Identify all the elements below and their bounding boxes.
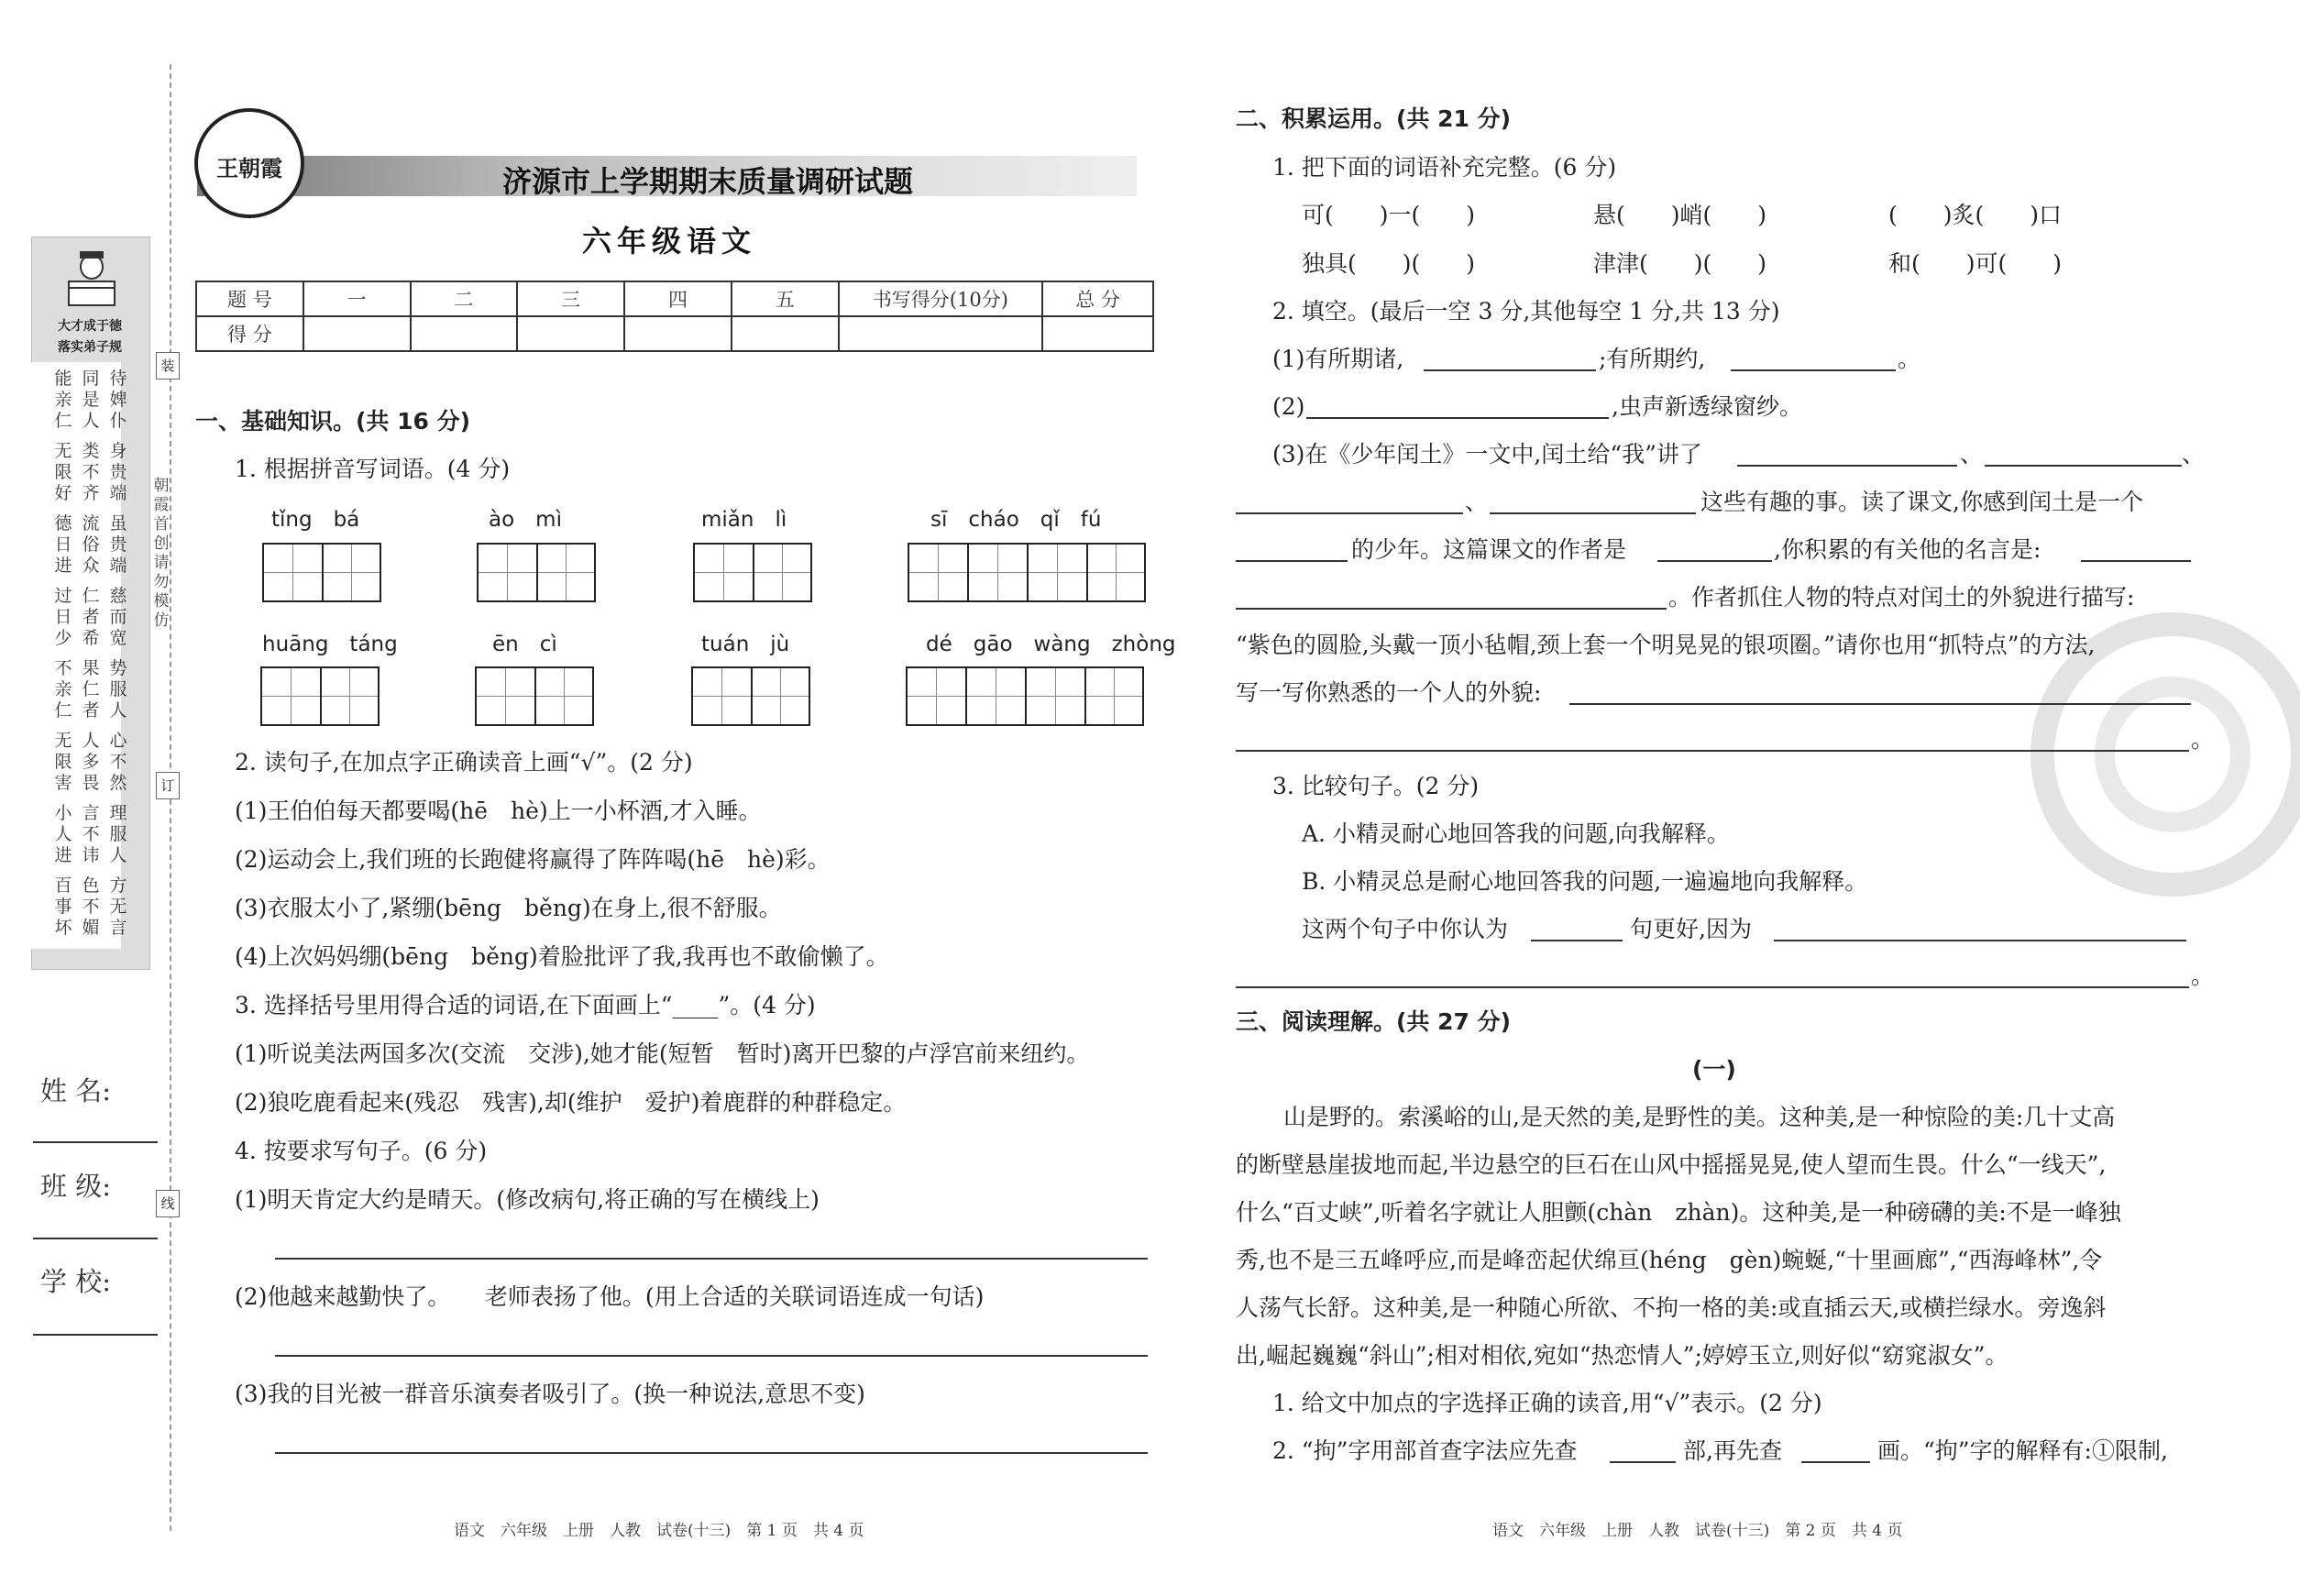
fill-blank[interactable] — [1985, 465, 2182, 467]
writing-grid[interactable] — [908, 543, 1146, 602]
s2-q2-text: ,你积累的有关他的名言是: — [1774, 536, 2041, 563]
s2-q2-text: 这些有趣的事。读了课文,你感到闰土是一个 — [1700, 489, 2143, 515]
pinyin-label: sī cháo qǐ fú — [930, 508, 1102, 532]
score-cell: 题 号 — [196, 281, 303, 316]
writing-grid[interactable] — [475, 666, 594, 726]
answer-line[interactable] — [275, 1258, 1148, 1260]
motto-column: 类不齐 — [82, 441, 100, 503]
s2-q2-text: 、 — [1465, 489, 1489, 515]
motto-column: 果仁者 — [82, 658, 100, 721]
idiom-blank[interactable]: 津津( )( ) — [1593, 250, 1767, 277]
fill-blank[interactable] — [1424, 369, 1596, 371]
pinyin-label: tuán jù — [701, 633, 790, 656]
fill-blank[interactable] — [1306, 417, 1609, 419]
s1-q1: 1. 根据拼音写词语。(4 分) — [235, 456, 511, 482]
score-header-row — [196, 281, 1153, 316]
score-value-row — [196, 316, 1153, 351]
fill-blank[interactable] — [1236, 608, 1667, 610]
motto-column: 理服人 — [109, 803, 127, 865]
reading-part-label: (一) — [1692, 1056, 1736, 1083]
idiom-blank[interactable]: ( )炙( )口 — [1888, 202, 2063, 228]
score-blank[interactable] — [624, 316, 732, 351]
passage-line: 什么“百丈峡”,听着名字就让人胆颤(chàn zhàn)。这种美,是一种磅礴的美:不是一峰独 — [1236, 1199, 2121, 1226]
motto-column: 不亲仁 — [54, 658, 72, 721]
motto-column: 慈而宽 — [109, 586, 127, 648]
s2-q3-text: 这两个句子中你认为 — [1302, 916, 1509, 942]
writing-grid[interactable] — [691, 666, 810, 726]
motto-caption-1: 大才成于徳 — [58, 319, 122, 334]
s1-q4-item: (2)他越来越勤快了。 老师表扬了他。(用上合适的关联词语连成一句话) — [235, 1283, 985, 1310]
binding-mark-zhuang: 装 — [156, 352, 180, 380]
page-footer-right: 语文 六年级 上册 人教 试卷(十三) 第 2 页 共 4 页 — [1492, 1522, 1903, 1540]
score-cell: 四 — [624, 281, 732, 316]
fill-blank[interactable] — [1801, 1461, 1870, 1463]
s2-q2-text: 、 — [1960, 441, 1984, 468]
passage-line: 出,崛起巍巍“斜山”;相对相依,宛如“热恋情人”;婷婷玉立,则好似“窈窕淑女”。 — [1236, 1342, 2008, 1369]
s2-q2-text: (1)有所期诸, — [1272, 346, 1404, 372]
motto-caption-2: 落实弟子规 — [58, 340, 122, 355]
s1-q2-item: (3)衣服太小了,紧绷(bēng běng)在身上,很不舒服。 — [235, 895, 782, 921]
s2-q2-text: “紫色的圆脸,头戴一顶小毡帽,颈上套一个明晃晃的银项圈。”请你也用“抓特点”的方法, — [1236, 632, 2096, 658]
score-cell: 二 — [411, 281, 518, 316]
copyright-note: 朝霞首创请勿模仿 — [153, 477, 170, 630]
s1-q2-item: (4)上次妈妈绷(bēng běng)着脸批评了我,我再也不敢偷懒了。 — [235, 943, 889, 970]
writing-grid[interactable] — [906, 666, 1144, 726]
s2-q1: 1. 把下面的词语补充完整。(6 分) — [1272, 154, 1617, 181]
motto-column: 待婢仆 — [109, 369, 127, 431]
score-blank[interactable] — [839, 316, 1043, 351]
fill-blank[interactable] — [1236, 560, 1348, 562]
s3-q2: 画。“拘”字的解释有:①限制, — [1877, 1437, 2168, 1464]
section2-title: 二、积累运用。(共 21 分) — [1236, 105, 1512, 132]
motto-column: 能亲仁 — [54, 369, 72, 431]
answer-line[interactable] — [275, 1452, 1148, 1454]
pinyin-label: dé gāo wàng zhòng — [926, 633, 1176, 656]
name-input-line[interactable] — [33, 1141, 158, 1143]
s2-q3: 3. 比较句子。(2 分) — [1272, 773, 1480, 799]
fill-blank[interactable] — [1236, 750, 2189, 752]
school-label: 学 校: — [40, 1266, 111, 1297]
s1-q2-item: (2)运动会上,我们班的长跑健将赢得了阵阵喝(hē hè)彩。 — [235, 846, 831, 873]
motto-column: 百事坏 — [54, 875, 72, 938]
writing-grid[interactable] — [260, 666, 380, 726]
fill-blank[interactable] — [1774, 940, 2186, 941]
fill-blank[interactable] — [1236, 512, 1463, 514]
s1-q4-item: (3)我的目光被一群音乐演奏者吸引了。(换一种说法,意思不变) — [235, 1381, 865, 1407]
score-blank[interactable] — [303, 316, 411, 351]
score-table — [195, 281, 1154, 352]
s2-q3-text: 。 — [2191, 963, 2215, 989]
motto-column: 人多畏 — [82, 731, 100, 793]
score-cell: 五 — [732, 281, 839, 316]
score-blank[interactable] — [411, 316, 518, 351]
fill-blank[interactable] — [1569, 703, 2191, 705]
motto-column: 无限害 — [54, 731, 72, 793]
motto-column: 心不然 — [109, 731, 127, 793]
s2-q2-text: (2) — [1272, 393, 1305, 420]
s1-q2: 2. 读句子,在加点字正确读音上画“√”。(2 分) — [235, 749, 693, 776]
score-blank[interactable] — [732, 316, 839, 351]
binding-mark-ding: 订 — [156, 772, 180, 799]
s3-q1: 1. 给文中加点的字选择正确的读音,用“√”表示。(2 分) — [1272, 1390, 1822, 1416]
pinyin-label: huāng táng — [262, 633, 398, 656]
logo-text: 王朝霞 — [216, 155, 282, 182]
s3-q2: 部,再先查 — [1683, 1437, 1782, 1464]
idiom-blank[interactable]: 和( )可( ) — [1888, 250, 2063, 277]
fill-blank[interactable] — [1236, 986, 2189, 988]
fill-blank[interactable] — [1531, 940, 1623, 941]
pinyin-label: miǎn lì — [701, 508, 787, 532]
s2-q2-text: 写一写你熟悉的一个人的外貌: — [1236, 679, 1542, 706]
score-cell: 三 — [517, 281, 624, 316]
school-input-line[interactable] — [33, 1334, 158, 1336]
score-cell: 总 分 — [1042, 281, 1153, 316]
motto-column: 德日进 — [54, 513, 72, 576]
motto-column: 虽贵端 — [109, 513, 127, 576]
score-cell: 得 分 — [196, 316, 303, 351]
s2-q2-text: 、 — [2182, 441, 2206, 468]
score-cell: 书写得分(10分) — [839, 281, 1043, 316]
motto-column: 势服人 — [109, 658, 127, 721]
brand-logo — [194, 108, 304, 218]
pinyin-label: ào mì — [489, 508, 562, 532]
passage-line: 人荡气长舒。这种美,是一种随心所欲、不拘一格的美:或直插云天,或横拦绿水。旁逸斜 — [1236, 1294, 2107, 1321]
pinyin-label: ēn cì — [492, 633, 557, 656]
motto-column: 身贵端 — [109, 441, 127, 503]
s2-q2-text: (3)在《少年闰土》一文中,闰土给“我”讲了 — [1272, 441, 1702, 468]
idiom-blank[interactable]: 可( )一( ) — [1302, 202, 1476, 228]
s2-q3-option-a: A. 小精灵耐心地回答我的问题,向我解释。 — [1302, 820, 1730, 847]
fill-blank[interactable] — [1737, 465, 1957, 467]
score-cell: 一 — [303, 281, 411, 316]
pinyin-label: tǐng bá — [271, 508, 360, 532]
section3-title: 三、阅读理解。(共 27 分) — [1236, 1008, 1512, 1035]
motto-column: 方无言 — [109, 875, 127, 938]
s2-q2-text: ;有所期约, — [1599, 346, 1706, 372]
s1-q3-item: (2)狼吃鹿看起来(残忍 残害),却(维护 爱护)着鹿群的种群稳定。 — [235, 1089, 907, 1116]
writing-grid[interactable] — [693, 543, 812, 602]
fill-blank[interactable] — [2081, 560, 2191, 562]
motto-column: 色不媚 — [82, 875, 100, 938]
fill-blank[interactable] — [1490, 512, 1696, 514]
s2-q2-text: 。 — [2191, 726, 2215, 753]
fill-blank[interactable] — [1657, 560, 1772, 562]
class-label: 班 级: — [40, 1171, 111, 1202]
passage-line: 秀,也不是三五峰呼应,而是峰峦起伏绵亘(héng gèn)蜿蜒,“十里画廊”,“西海峰林”,令 — [1236, 1247, 2103, 1273]
fill-blank[interactable] — [1731, 369, 1896, 371]
motto-column: 小人进 — [54, 803, 72, 865]
motto-column: 流俗众 — [82, 513, 100, 576]
idiom-blank[interactable]: 悬( )峭( ) — [1593, 202, 1767, 228]
section1-title: 一、基础知识。(共 16 分) — [195, 408, 471, 435]
s1-q4: 4. 按要求写句子。(6 分) — [235, 1138, 488, 1164]
idiom-blank[interactable]: 独具( )( ) — [1302, 250, 1476, 277]
s2-q3-text: 句更好,因为 — [1630, 916, 1752, 942]
fill-blank[interactable] — [1610, 1461, 1676, 1463]
exam-subtitle: 六年级语文 — [581, 224, 756, 259]
score-blank[interactable] — [517, 316, 624, 351]
passage-line: 的断壁悬崖拔地而起,半边悬空的巨石在山风中摇摇晃晃,使人望而生畏。什么“一线天”, — [1236, 1151, 2107, 1178]
s1-q2-item: (1)王伯伯每天都要喝(hē hè)上一小杯酒,才入睡。 — [235, 798, 762, 824]
passage-line: 山是野的。索溪峪的山,是天然的美,是野性的美。这种美,是一种惊险的美:几十丈高 — [1283, 1104, 2116, 1130]
answer-line[interactable] — [275, 1355, 1148, 1357]
s2-q2-text: 的少年。这篇课文的作者是 — [1351, 536, 1627, 563]
motto-column: 无限好 — [54, 441, 72, 503]
name-label: 姓 名: — [40, 1075, 111, 1106]
page-footer-left: 语文 六年级 上册 人教 试卷(十三) 第 1 页 共 4 页 — [454, 1522, 864, 1540]
motto-column: 过日少 — [54, 586, 72, 648]
class-input-line[interactable] — [33, 1238, 158, 1239]
writing-grid[interactable] — [262, 543, 381, 602]
motto-column: 仁者希 — [82, 586, 100, 648]
score-blank[interactable] — [1042, 316, 1153, 351]
s2-q2: 2. 填空。(最后一空 3 分,其他每空 1 分,共 13 分) — [1272, 298, 1780, 325]
s1-q3: 3. 选择括号里用得合适的词语,在下面画上“____”。(4 分) — [235, 992, 816, 1018]
binding-mark-xian: 线 — [156, 1190, 180, 1217]
motto-column: 同是人 — [82, 369, 100, 431]
writing-grid[interactable] — [477, 543, 596, 602]
s2-q2-text: 。作者抓住人物的特点对闰土的外貌进行描写: — [1668, 584, 2135, 611]
motto-column: 言不讳 — [82, 803, 100, 865]
s2-q2-text: ,虫声新透绿窗纱。 — [1612, 393, 1802, 420]
s3-q2: 2. “拘”字用部首查字法应先查 — [1272, 1437, 1578, 1464]
s2-q3-option-b: B. 小精灵总是耐心地回答我的问题,一遍遍地向我解释。 — [1302, 868, 1868, 895]
s1-q4-item: (1)明天肯定大约是晴天。(修改病句,将正确的写在横线上) — [235, 1186, 820, 1213]
exam-title: 济源市上学期期末质量调研试题 — [502, 164, 914, 199]
s1-q3-item: (1)听说美法两国多次(交流 交涉),她才能(短暂 暂时)离开巴黎的卢浮宫前来纽约。 — [235, 1040, 1090, 1067]
s2-q2-text: 。 — [1898, 346, 1921, 372]
watermark-seal-inner — [2095, 677, 2250, 832]
